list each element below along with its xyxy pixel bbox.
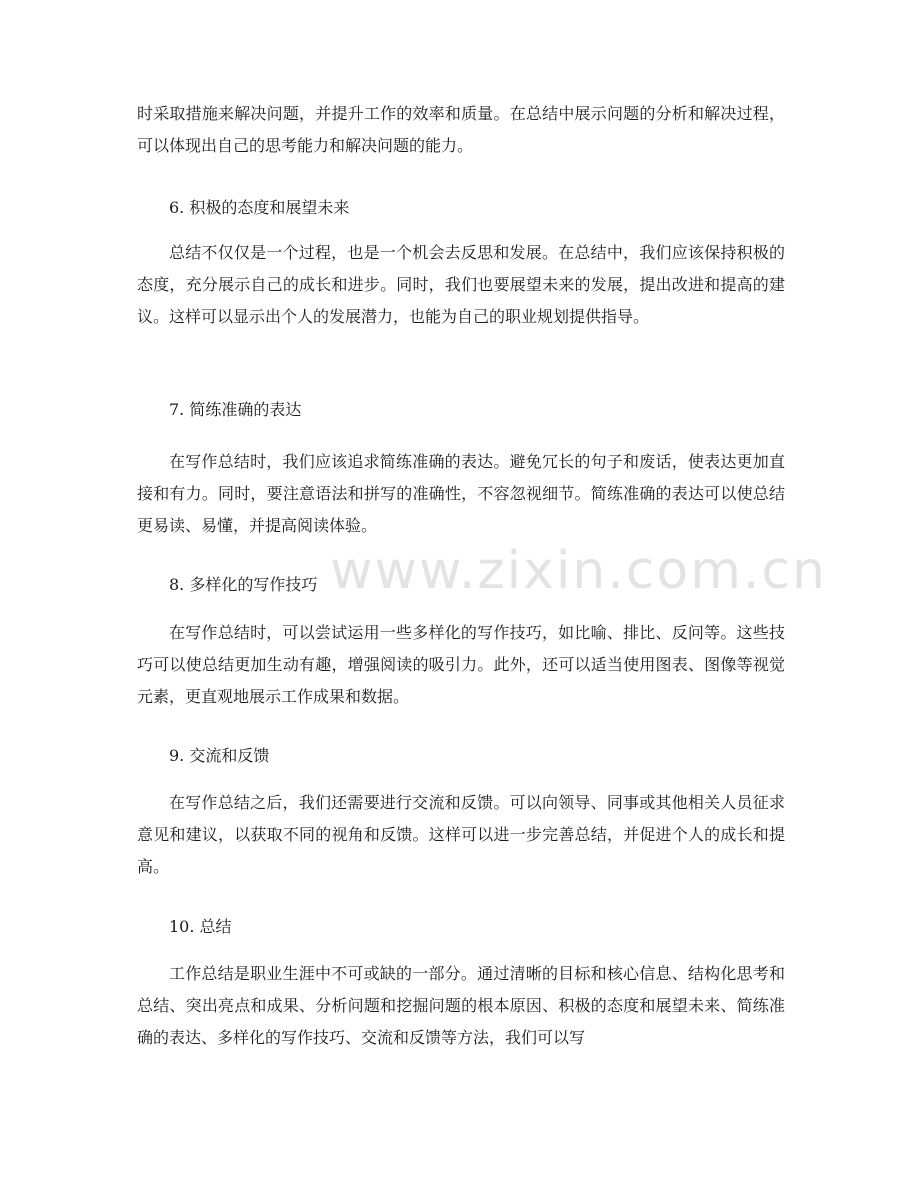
section-body-10: 工作总结是职业生涯中不可或缺的一部分。通过清晰的目标和核心信息、结构化思考和总结、突出亮点和成果、分析问题和挖掘问题的根本原因、积极的态度和展望未来、简练准确的表达、多样化的写作技巧、交流和反馈等方法，我们可以写 [137,964,785,1047]
section-heading-7: 7. 简练准确的表达 [169,400,302,419]
section-heading-10: 10. 总结 [169,917,232,936]
watermark-text: www.zixin.com.cn [330,541,827,601]
section-body-9: 在写作总结之后，我们还需要进行交流和反馈。可以向领导、同事或其他相关人员征求意见和建议，以获取不同的视角和反馈。这样可以进一步完善总结，并促进个人的成长和提高。 [137,793,785,876]
section-heading-8: 8. 多样化的写作技巧 [169,575,318,594]
section-body-6: 总结不仅仅是一个过程，也是一个机会去反思和发展。在总结中，我们应该保持积极的态度，充分展示自己的成长和进步。同时，我们也要展望未来的发展，提出改进和提高的建议。这样可以显示出个人的发展潜力，也能为自己的职业规划提供指导。 [137,243,785,326]
section-body-8: 在写作总结时，可以尝试运用一些多样化的写作技巧，如比喻、排比、反问等。这些技巧可以使总结更加生动有趣，增强阅读的吸引力。此外，还可以适当使用图表、图像等视觉元素，更直观地展示工作成果和数据。 [137,623,785,706]
section-heading-6: 6. 积极的态度和展望未来 [169,198,350,217]
section-heading-9: 9. 交流和反馈 [169,746,270,765]
section-body-7: 在写作总结时，我们应该追求简练准确的表达。避免冗长的句子和废话，使表达更加直接和有力。同时，要注意语法和拼写的准确性，不容忽视细节。简练准确的表达可以使总结更易读、易懂，并提高阅读体验。 [137,452,785,535]
continuation-paragraph: 时采取措施来解决问题，并提升工作的效率和质量。在总结中展示问题的分析和解决过程，可以体现出自己的思考能力和解决问题的能力。 [137,104,785,155]
